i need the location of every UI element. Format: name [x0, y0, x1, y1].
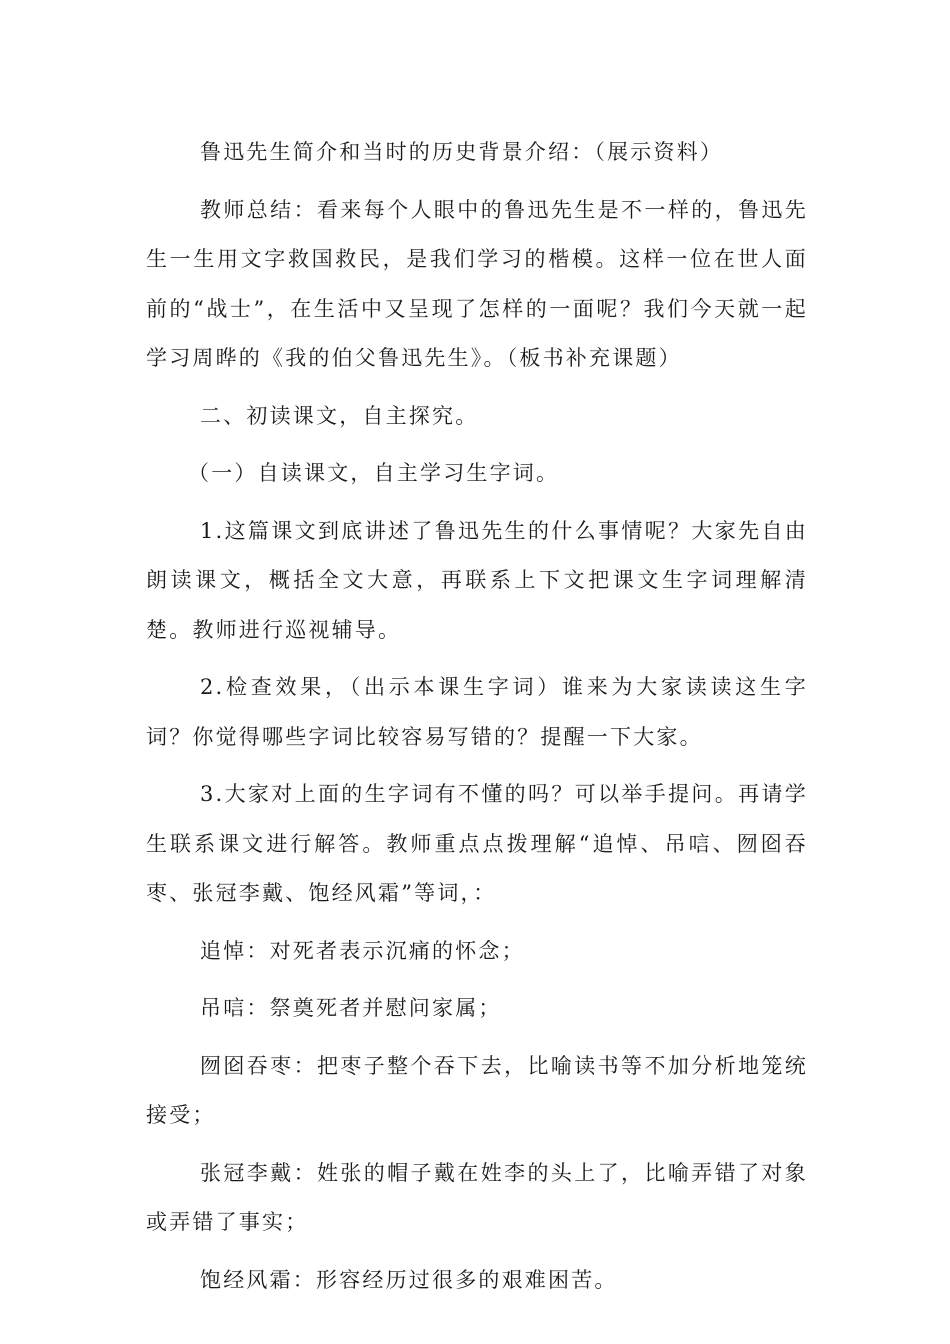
definition-zhangguan-lidai: 张冠李戴：姓张的帽子戴在姓李的头上了，比喻弄错了对象或弄错了事实；	[146, 1160, 808, 1234]
section-heading-reading: 二、初读课文，自主探究。	[200, 403, 479, 428]
list-item-step-2: 2.检查效果，（出示本课生字词）谁来为大家读读这生字词？你觉得哪些字词比较容易写错的？提醒一下大家。	[146, 675, 808, 749]
definition-hulun-tunzao: 囫囵吞枣：把枣子整个吞下去，比喻读书等不加分析地笼统接受；	[146, 1053, 808, 1127]
definition-zhuidao: 追悼：对死者表示沉痛的怀念；	[200, 938, 525, 963]
definition-baojing-fengshuang: 饱经风霜：形容经历过很多的艰难困苦。	[200, 1267, 618, 1292]
document-body	[146, 128, 808, 1313]
paragraph-intro-materials: 鲁迅先生简介和当时的历史背景介绍：（展示资料）	[200, 140, 724, 164]
list-item-step-3: 3.大家对上面的生字词有不懂的吗？可以举手提问。再请学生联系课文进行解答。教师重点点拨理解“追悼、吊唁、囫囵吞枣、张冠李戴、饱经风霜”等词，：	[146, 782, 808, 905]
subsection-heading-self-study: （一）自读课文，自主学习生字词。	[188, 461, 560, 485]
paragraph-teacher-summary: 教师总结：看来每个人眼中的鲁迅先生是不一样的，鲁迅先生一生用文字救国救民，是我们学习的楷模。这样一位在世人面前的“战士”，在生活中又呈现了怎样的一面呢？我们今天就一起学习周晔的《我的伯父鲁迅先生》。（板书补充课题）	[146, 197, 808, 370]
definition-diaoyan: 吊唁：祭奠死者并慰问家属；	[200, 996, 502, 1020]
list-item-step-1: 1.这篇课文到底讲述了鲁迅先生的什么事情呢？大家先自由朗读课文，概括全文大意，再联系上下文把课文生字词理解清楚。教师进行巡视辅导。	[146, 518, 808, 642]
